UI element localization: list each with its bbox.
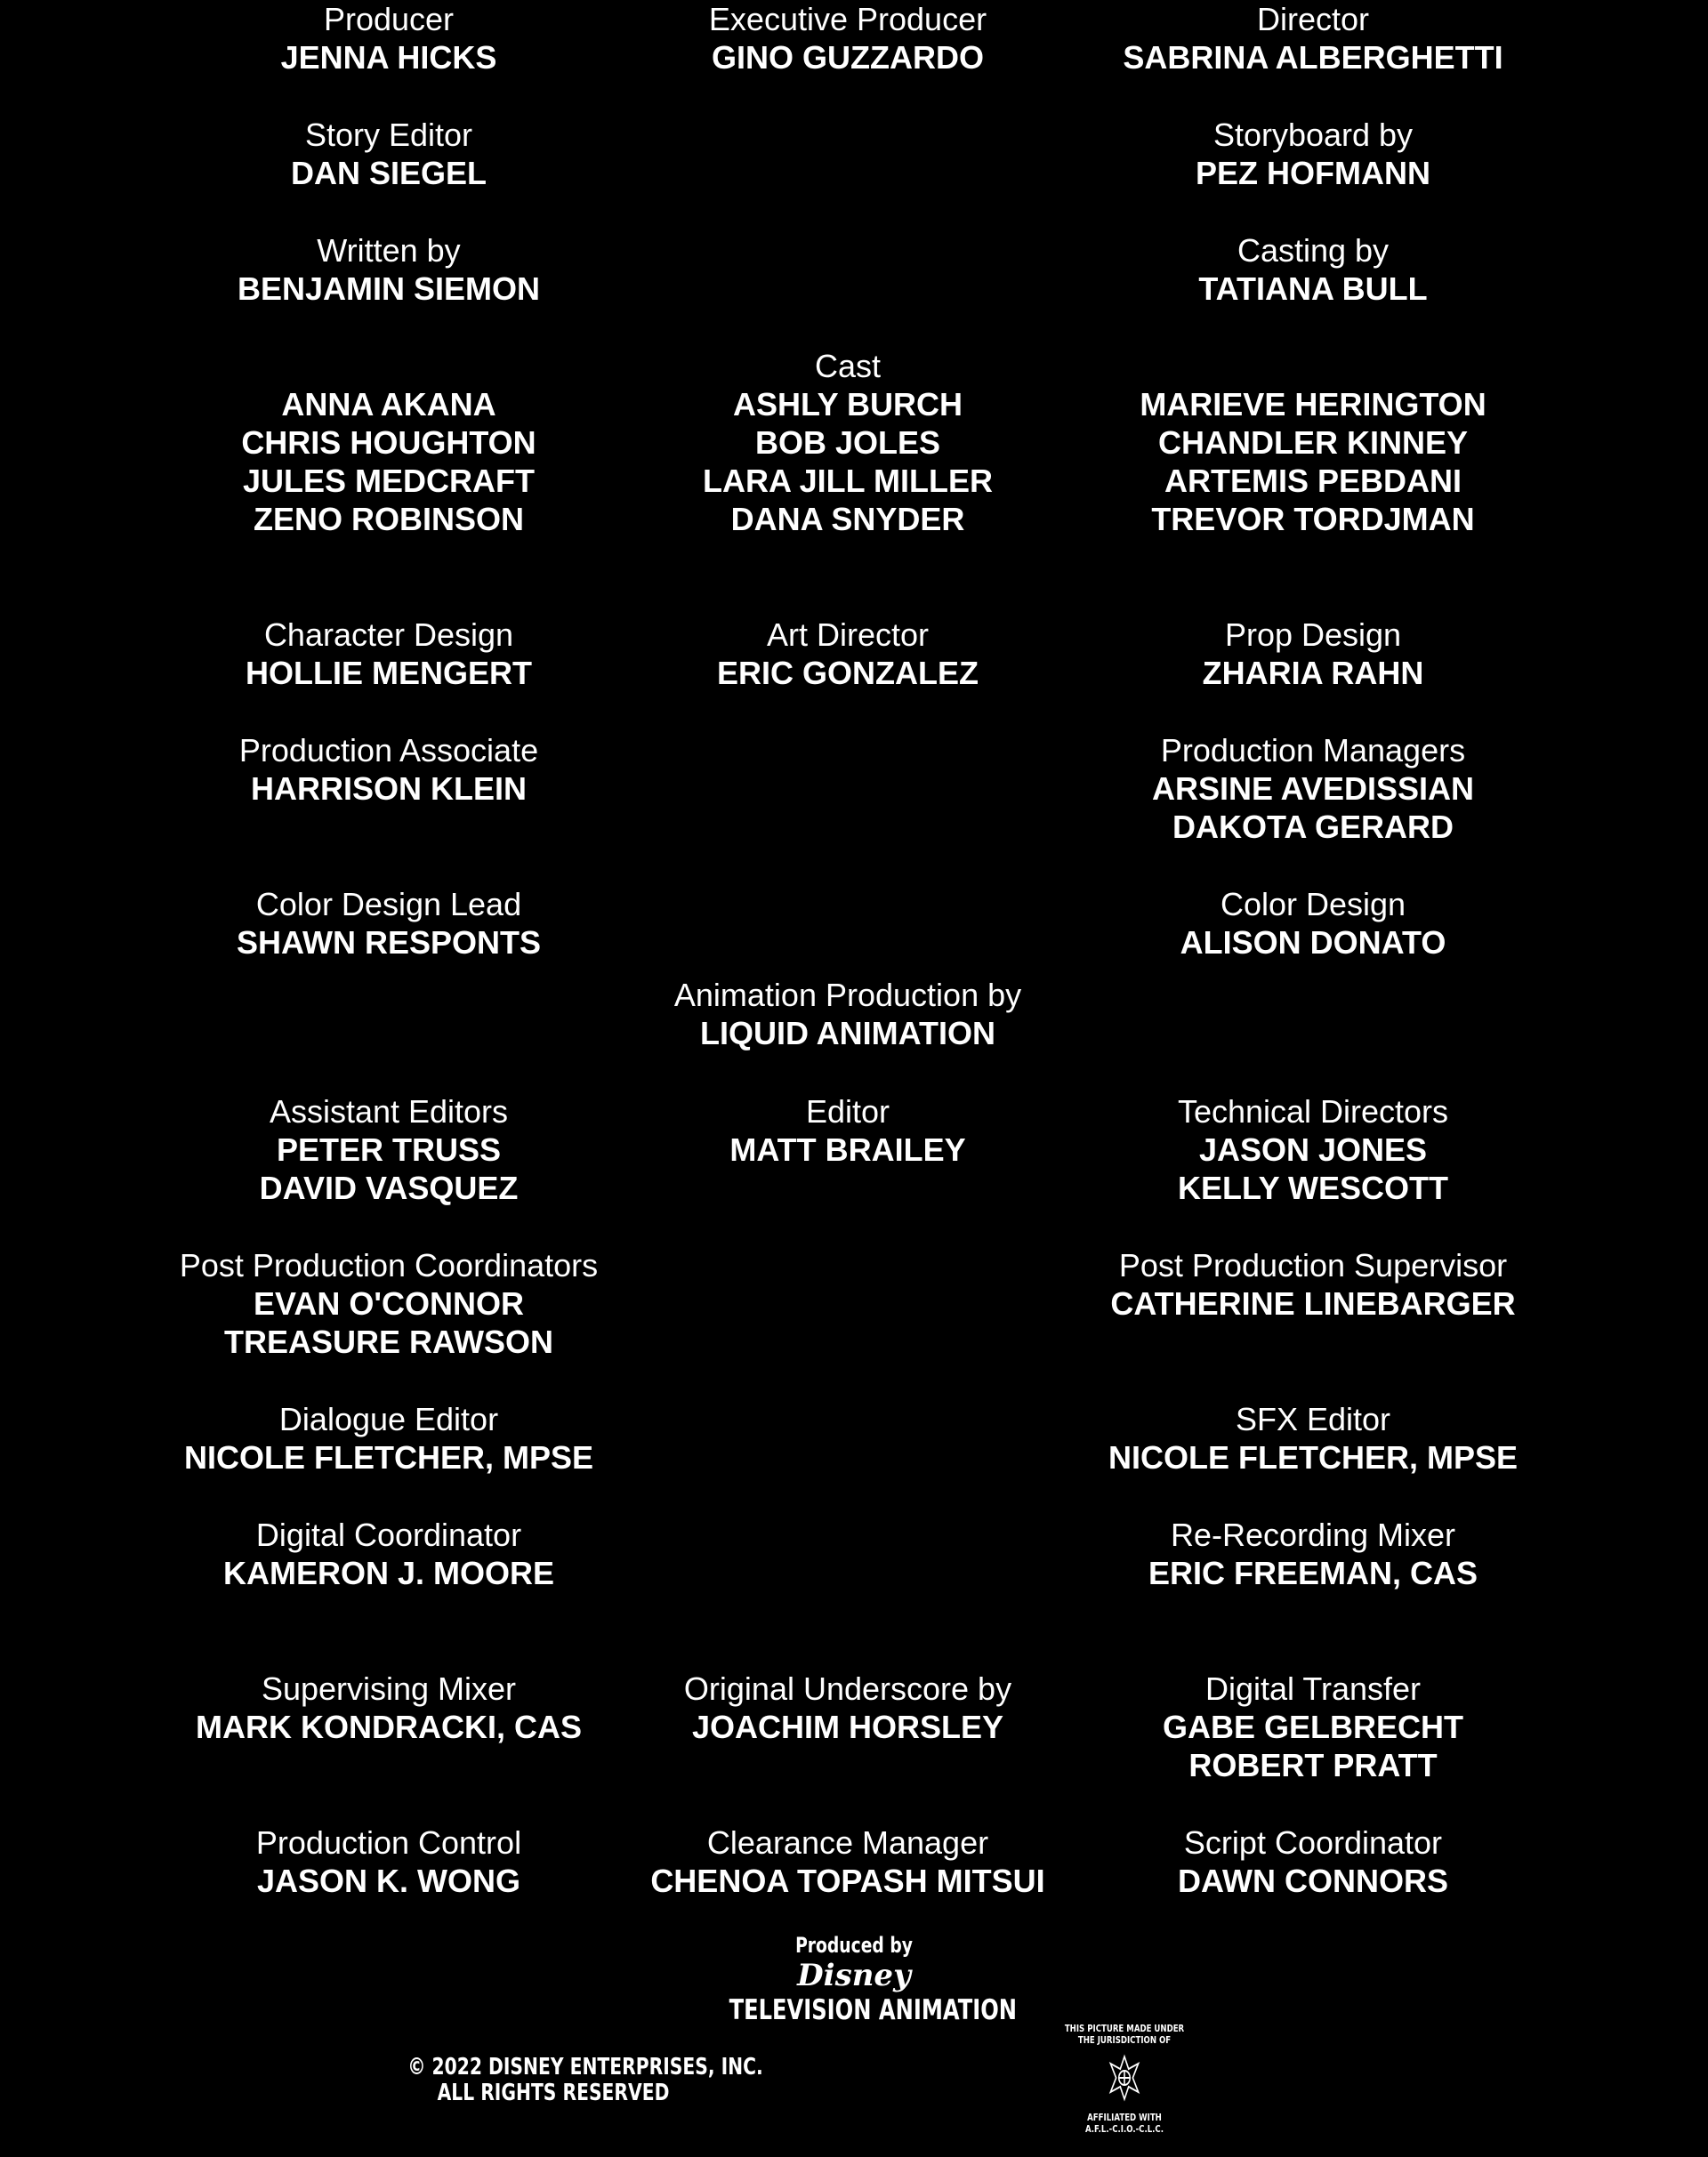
copyright-line: © 2022 DISNEY ENTERPRISES, INC. — [407, 2054, 763, 2081]
credit-role: Dialogue Editor — [278, 1401, 499, 1437]
credit-block — [1037, 0, 1589, 76]
credit-name: ARSINE AVEDISSIAN — [1151, 770, 1475, 807]
credit-role: Production Associate — [238, 732, 539, 769]
credit-block — [113, 731, 665, 808]
credit-name: SHAWN RESPONTS — [236, 924, 542, 961]
credit-name: DAVID VASQUEZ — [259, 1170, 519, 1206]
credit-name: ARTEMIS PEBDANI — [1164, 463, 1462, 499]
credit-role: Written by — [317, 232, 461, 269]
credit-block — [113, 116, 665, 192]
credit-block — [1037, 1516, 1589, 1592]
credit-name: JULES MEDCRAFT — [242, 463, 535, 499]
iatse-emblem-icon — [1105, 2053, 1144, 2103]
credit-role: Clearance Manager — [706, 1824, 989, 1861]
credit-name: ASHLY BURCH — [732, 386, 963, 423]
credit-role: Original Underscore by — [683, 1670, 1012, 1707]
credit-role: Script Coordinator — [1183, 1824, 1443, 1861]
credit-name: ERIC GONZALEZ — [717, 655, 979, 691]
credit-name: SABRINA ALBERGHETTI — [1123, 39, 1503, 76]
credit-block — [1037, 1823, 1589, 1900]
credit-name: ROBERT PRATT — [1188, 1747, 1438, 1783]
union-text-line: AFFILIATED WITH — [1087, 2112, 1162, 2123]
credit-role: Color Design — [1220, 886, 1406, 922]
credit-name: MARIEVE HERINGTON — [1140, 386, 1486, 423]
credit-name: TREVOR TORDJMAN — [1151, 501, 1475, 537]
credit-name: ALISON DONATO — [1180, 924, 1446, 961]
credit-block — [1037, 116, 1589, 192]
union-text-line: THE JURISDICTION OF — [1077, 2034, 1172, 2046]
credit-role: Color Design Lead — [255, 886, 522, 922]
credit-block — [113, 1516, 665, 1592]
credit-name: DAKOTA GERARD — [1172, 809, 1454, 845]
credit-role: Post Production Coordinators — [179, 1247, 599, 1284]
credit-name: DAN SIEGEL — [290, 155, 487, 191]
credit-name: KAMERON J. MOORE — [222, 1555, 555, 1591]
credit-name: ZHARIA RAHN — [1202, 655, 1424, 691]
credit-role: Digital Coordinator — [255, 1517, 522, 1553]
credit-role: Editor — [805, 1093, 890, 1130]
credit-name: GINO GUZZARDO — [712, 39, 984, 76]
credit-name: MARK KONDRACKI, CAS — [196, 1709, 582, 1745]
copyright-notice — [407, 2054, 763, 2106]
credit-block — [993, 1246, 1633, 1323]
credit-block — [1037, 616, 1589, 692]
credit-block — [1037, 385, 1589, 538]
credit-name: JASON K. WONG — [256, 1863, 520, 1899]
credit-name: TREASURE RAWSON — [223, 1324, 554, 1360]
credit-name: ANNA AKANA — [281, 386, 496, 423]
credit-role: Re-Recording Mixer — [1170, 1517, 1456, 1553]
credit-role: Assistant Editors — [269, 1093, 509, 1130]
television-animation-label: TELEVISION ANIMATION — [729, 1994, 1018, 2026]
credit-name: DAWN CONNORS — [1178, 1863, 1448, 1899]
rights-line: ALL RIGHTS RESERVED — [437, 2080, 670, 2106]
credit-name: CHRIS HOUGHTON — [241, 424, 536, 461]
credit-block — [1037, 1670, 1589, 1784]
credit-name: KELLY WESCOTT — [1177, 1170, 1449, 1206]
disney-television-animation-logo — [694, 1932, 1018, 2028]
credit-name: NICOLE FLETCHER, MPSE — [1108, 1439, 1519, 1476]
credit-role: Director — [1256, 1, 1370, 37]
union-text-line: THIS PICTURE MADE UNDER — [1064, 2023, 1185, 2034]
credit-block — [1037, 231, 1589, 308]
credit-role: Character Design — [263, 616, 514, 653]
credit-role: Story Editor — [304, 117, 473, 153]
credit-name: HOLLIE MENGERT — [246, 655, 532, 691]
credit-name: ZENO ROBINSON — [253, 501, 524, 537]
credit-name: EVAN O'CONNOR — [254, 1285, 524, 1322]
credit-block — [1037, 1400, 1589, 1477]
credit-name: NICOLE FLETCHER, MPSE — [183, 1439, 594, 1476]
credit-name: TATIANA BULL — [1198, 270, 1428, 307]
credit-block — [113, 885, 665, 962]
produced-by-label: Produced by — [795, 1933, 913, 1958]
credit-name: JOACHIM HORSLEY — [691, 1709, 1004, 1745]
union-text-line: A.F.L.-C.I.O.-C.L.C. — [1085, 2123, 1164, 2135]
credit-name: LARA JILL MILLER — [703, 463, 993, 499]
credit-role: Producer — [323, 1, 455, 37]
union-seal — [1048, 2023, 1201, 2135]
credit-name: MATT BRAILEY — [729, 1131, 966, 1168]
credit-block — [1037, 885, 1589, 962]
credit-role: Post Production Supervisor — [1118, 1247, 1508, 1284]
credit-name: HARRISON KLEIN — [250, 770, 527, 807]
credit-name: BENJAMIN SIEMON — [237, 270, 541, 307]
credit-name: CHENOA TOPASH MITSUI — [650, 1863, 1045, 1899]
credit-role: Storyboard by — [1213, 117, 1414, 153]
credit-name: BOB JOLES — [754, 424, 941, 461]
credit-name: JENNA HICKS — [280, 39, 497, 76]
credit-role: Production Control — [255, 1824, 522, 1861]
credit-name: GABE GELBRECHT — [1162, 1709, 1463, 1745]
disney-wordmark: Disney — [797, 1958, 911, 1993]
credit-role: Technical Directors — [1177, 1093, 1449, 1130]
credit-role: Casting by — [1237, 232, 1390, 269]
credit-role: Prop Design — [1224, 616, 1402, 653]
credit-block — [1037, 731, 1589, 846]
credit-name: DANA SNYDER — [730, 501, 965, 537]
credit-role: Art Director — [766, 616, 930, 653]
credit-role: SFX Editor — [1235, 1401, 1391, 1437]
credit-block — [68, 1246, 709, 1361]
credit-role: Animation Production by — [673, 977, 1022, 1013]
credit-name: PETER TRUSS — [276, 1131, 502, 1168]
credit-name: CHANDLER KINNEY — [1157, 424, 1468, 461]
credit-block — [113, 1400, 665, 1477]
credit-block — [528, 976, 1168, 1052]
credit-name: JASON JONES — [1198, 1131, 1428, 1168]
credit-role: Digital Transfer — [1204, 1670, 1422, 1707]
credit-name: LIQUID ANIMATION — [700, 1015, 995, 1051]
credit-block — [1037, 1092, 1589, 1207]
credit-name: CATHERINE LINEBARGER — [1110, 1285, 1516, 1322]
credit-block — [113, 231, 665, 308]
credit-name: ERIC FREEMAN, CAS — [1148, 1555, 1478, 1591]
credit-role: Executive Producer — [708, 1, 987, 37]
credit-role: Production Managers — [1160, 732, 1466, 769]
credit-name: PEZ HOFMANN — [1196, 155, 1430, 191]
credit-role: Cast — [814, 348, 882, 384]
credit-role: Supervising Mixer — [261, 1670, 517, 1707]
